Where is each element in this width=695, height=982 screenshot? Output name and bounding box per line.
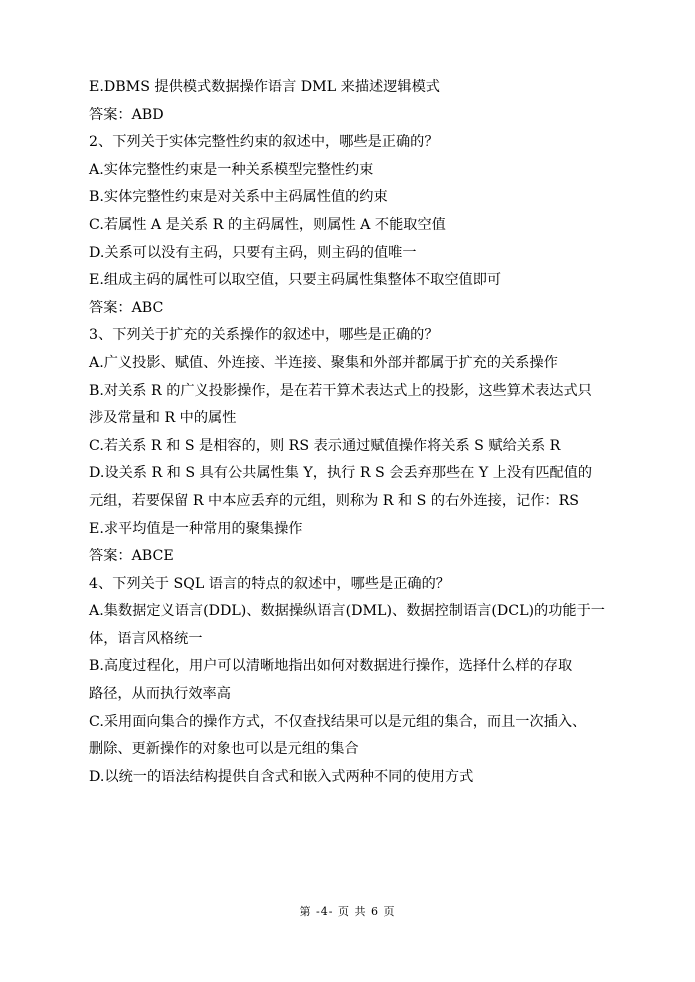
option-line-continuation: 删除、更新操作的对象也可以是元组的集合 xyxy=(89,741,359,758)
answer-line: 答案：ABCE xyxy=(89,548,174,565)
question-title: 4、下列关于 SQL 语言的特点的叙述中，哪些是正确的？ xyxy=(89,575,450,592)
option-line: E.组成主码的属性可以取空值，只要主码属性集整体不取空值即可 xyxy=(89,272,502,289)
option-line: C.若属性 A 是关系 R 的主码属性，则属性 A 不能取空值 xyxy=(89,216,446,233)
option-line: B.高度过程化，用户可以清晰地指出如何对数据进行操作，选择什么样的存取 xyxy=(89,658,573,675)
answer-line: 答案：ABC xyxy=(89,299,164,316)
page-content xyxy=(89,74,649,791)
question-title: 3、下列关于扩充的关系操作的叙述中，哪些是正确的？ xyxy=(89,327,439,344)
option-line-continuation: 元组，若要保留 R 中本应丢弃的元组，则称为 R 和 S 的右外连接，记作：RS xyxy=(89,492,579,509)
option-line: B.对关系 R 的广义投影操作，是在若干算术表达式上的投影，这些算术表达式只 xyxy=(89,382,592,399)
question-title: 2、下列关于实体完整性约束的叙述中，哪些是正确的？ xyxy=(89,134,439,151)
option-line: E.求平均值是一种常用的聚集操作 xyxy=(89,520,303,537)
option-line: D.关系可以没有主码，只要有主码，则主码的值唯一 xyxy=(89,244,417,261)
option-line: D.以统一的语法结构提供自含式和嵌入式两种不同的使用方式 xyxy=(89,768,474,785)
option-line: A.集数据定义语言(DDL)、数据操纵语言(DML)、数据控制语言(DCL)的功能于一 xyxy=(89,603,605,620)
option-line-continuation: 体，语言风格统一 xyxy=(89,630,203,647)
option-line-continuation: 路径，从而执行效率高 xyxy=(89,686,231,703)
option-line-continuation: 涉及常量和 R 中的属性 xyxy=(89,410,237,427)
option-line: C.采用面向集合的操作方式，不仅查找结果可以是元组的集合，而且一次插入、 xyxy=(89,713,587,730)
page-footer: 第 -4- 页 共 6 页 xyxy=(299,905,396,918)
option-line: D.设关系 R 和 S 具有公共属性集 Y，执行 R S 会丢弃那些在 Y 上没有匹配值的 xyxy=(89,465,593,482)
option-line: C.若关系 R 和 S 是相容的，则 RS 表示通过赋值操作将关系 S 赋给关系 R xyxy=(89,437,561,454)
option-line: A.广义投影、赋值、外连接、半连接、聚集和外部并都属于扩充的关系操作 xyxy=(89,354,558,371)
option-line: A.实体完整性约束是一种关系模型完整性约束 xyxy=(89,161,374,178)
option-line: B.实体完整性约束是对关系中主码属性值的约束 xyxy=(89,189,388,206)
text-line: E.DBMS 提供模式数据操作语言 DML 来描述逻辑模式 xyxy=(89,79,440,95)
answer-line: 答案：ABD xyxy=(89,106,164,123)
